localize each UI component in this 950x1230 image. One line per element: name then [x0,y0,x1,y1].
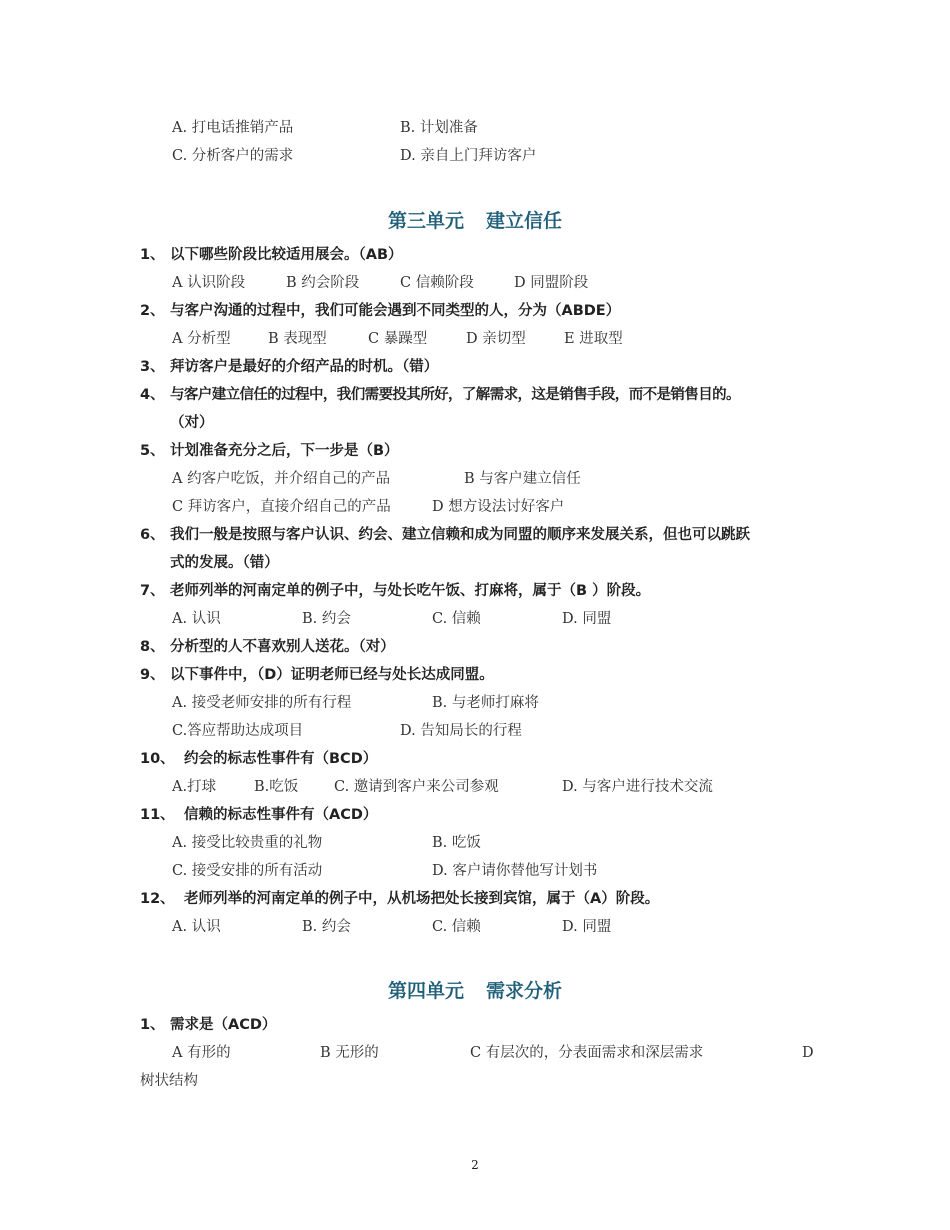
question-6-continuation: 式的发展。（错） [170,555,279,571]
page-number: 2 [471,1158,479,1172]
option: E 进取型 [564,331,623,347]
question-number: 5、 [140,443,165,459]
unit3-title-text: 建立信任 [486,210,563,232]
option: B 与客户建立信任 [464,471,581,487]
question-number: 7、 [140,583,165,599]
option: C. 邀请到客户来公司参观 [334,779,499,795]
option: B 约会阶段 [286,275,360,291]
unit3-heading [0,206,950,233]
unit4-heading [0,976,950,1003]
unit4-title-number: 第四单元 [387,980,464,1002]
question-number: 2、 [140,303,165,319]
option: C. 接受安排的所有活动 [172,863,323,879]
unit3-title-number: 第三单元 [387,210,464,232]
unit4-title-text: 需求分析 [486,980,563,1002]
option: A 有形的 [172,1045,231,1061]
question-3 [140,357,438,377]
option: D. 客户请你替他写计划书 [432,863,598,879]
question-text: 拜访客户是最好的介绍产品的时机。（错） [170,359,439,375]
question-12 [140,889,659,909]
question-text: 计划准备充分之后，下一步是（B） [170,443,399,459]
option: A. 接受老师安排的所有行程 [172,695,352,711]
question-number: 10、 [140,751,175,767]
option: B 无形的 [320,1045,379,1061]
option: D 亲切型 [466,331,526,347]
option: B. 约会 [302,919,351,935]
option: B. 约会 [302,611,351,627]
question-number: 12、 [140,891,175,907]
option: B.吃饭 [254,779,299,795]
question-text: 需求是（ACD） [170,1017,277,1033]
question-text: 与客户建立信任的过程中，我们需要投其所好，了解需求，这是销售手段，而不是销售目的。 [170,387,740,403]
question-text: 老师列举的河南定单的例子中，与处长吃午饭、打麻将，属于（B ）阶段。 [170,583,651,599]
question-text: 约会的标志性事件有（BCD） [184,751,378,767]
option: B 表现型 [268,331,327,347]
option: D. 与客户进行技术交流 [562,779,713,795]
option: C.答应帮助达成项目 [172,723,304,739]
question-10 [140,749,377,769]
option: B. 吃饭 [432,835,481,851]
question-2 [140,301,620,321]
option-d: D. 亲自上门拜访客户 [400,148,537,164]
option-b: B. 计划准备 [400,120,478,136]
option: A 认识阶段 [172,275,246,291]
question-text: 信赖的标志性事件有（ACD） [184,807,378,823]
option: D 同盟阶段 [514,275,589,291]
question-number: 6、 [140,527,165,543]
question-6 [140,525,750,545]
option: D 想方设法讨好客户 [432,499,565,515]
option: A. 接受比较贵重的礼物 [172,835,323,851]
option: A 约客户吃饭，并介绍自己的产品 [172,471,391,487]
question-text: 以下哪些阶段比较适用展会。（AB） [170,247,403,263]
question-text: 分析型的人不喜欢别人送花。（对） [170,639,395,655]
question-8 [140,637,395,657]
option: A 分析型 [172,331,231,347]
option-a: A. 打电话推销产品 [172,120,294,136]
question-number: 9、 [140,667,165,683]
question-5 [140,441,399,461]
question-number: 8、 [140,639,165,655]
option: C 信赖阶段 [400,275,474,291]
option: D. 告知局长的行程 [400,723,522,739]
question-4-continuation: （对） [170,415,214,431]
unit4-question-1 [140,1015,276,1035]
option: C. 信赖 [432,919,481,935]
question-text: 以下事件中，（D）证明老师已经与处长达成同盟。 [170,667,494,683]
question-7 [140,581,650,601]
option: C 拜访客户，直接介绍自己的产品 [172,499,391,515]
option: A. 认识 [172,611,221,627]
question-9 [140,665,494,685]
question-number: 1、 [140,1017,165,1033]
option: A. 认识 [172,919,221,935]
question-number: 4、 [140,387,165,403]
option: B. 与老师打麻将 [432,695,539,711]
question-number: 11、 [140,807,175,823]
question-4 [140,385,740,405]
option-c: C. 分析客户的需求 [172,148,294,164]
option: C 有层次的，分表面需求和深层需求 [470,1045,704,1061]
option: C. 信赖 [432,611,481,627]
option: D. 同盟 [562,919,612,935]
question-text: 我们一般是按照与客户认识、约会、建立信赖和成为同盟的顺序来发展关系，但也可以跳跃 [170,527,750,543]
option: C 暴躁型 [368,331,428,347]
question-text: 老师列举的河南定单的例子中，从机场把处长接到宾馆，属于（A）阶段。 [184,891,660,907]
question-1 [140,245,403,265]
option: D. 同盟 [562,611,612,627]
option: A.打球 [172,779,217,795]
option-wrap: 树状结构 [140,1073,198,1089]
question-text: 与客户沟通的过程中，我们可能会遇到不同类型的人，分为（ABDE） [170,303,621,319]
option: D [802,1045,814,1061]
question-number: 3、 [140,359,165,375]
question-11 [140,805,377,825]
question-number: 1、 [140,247,165,263]
